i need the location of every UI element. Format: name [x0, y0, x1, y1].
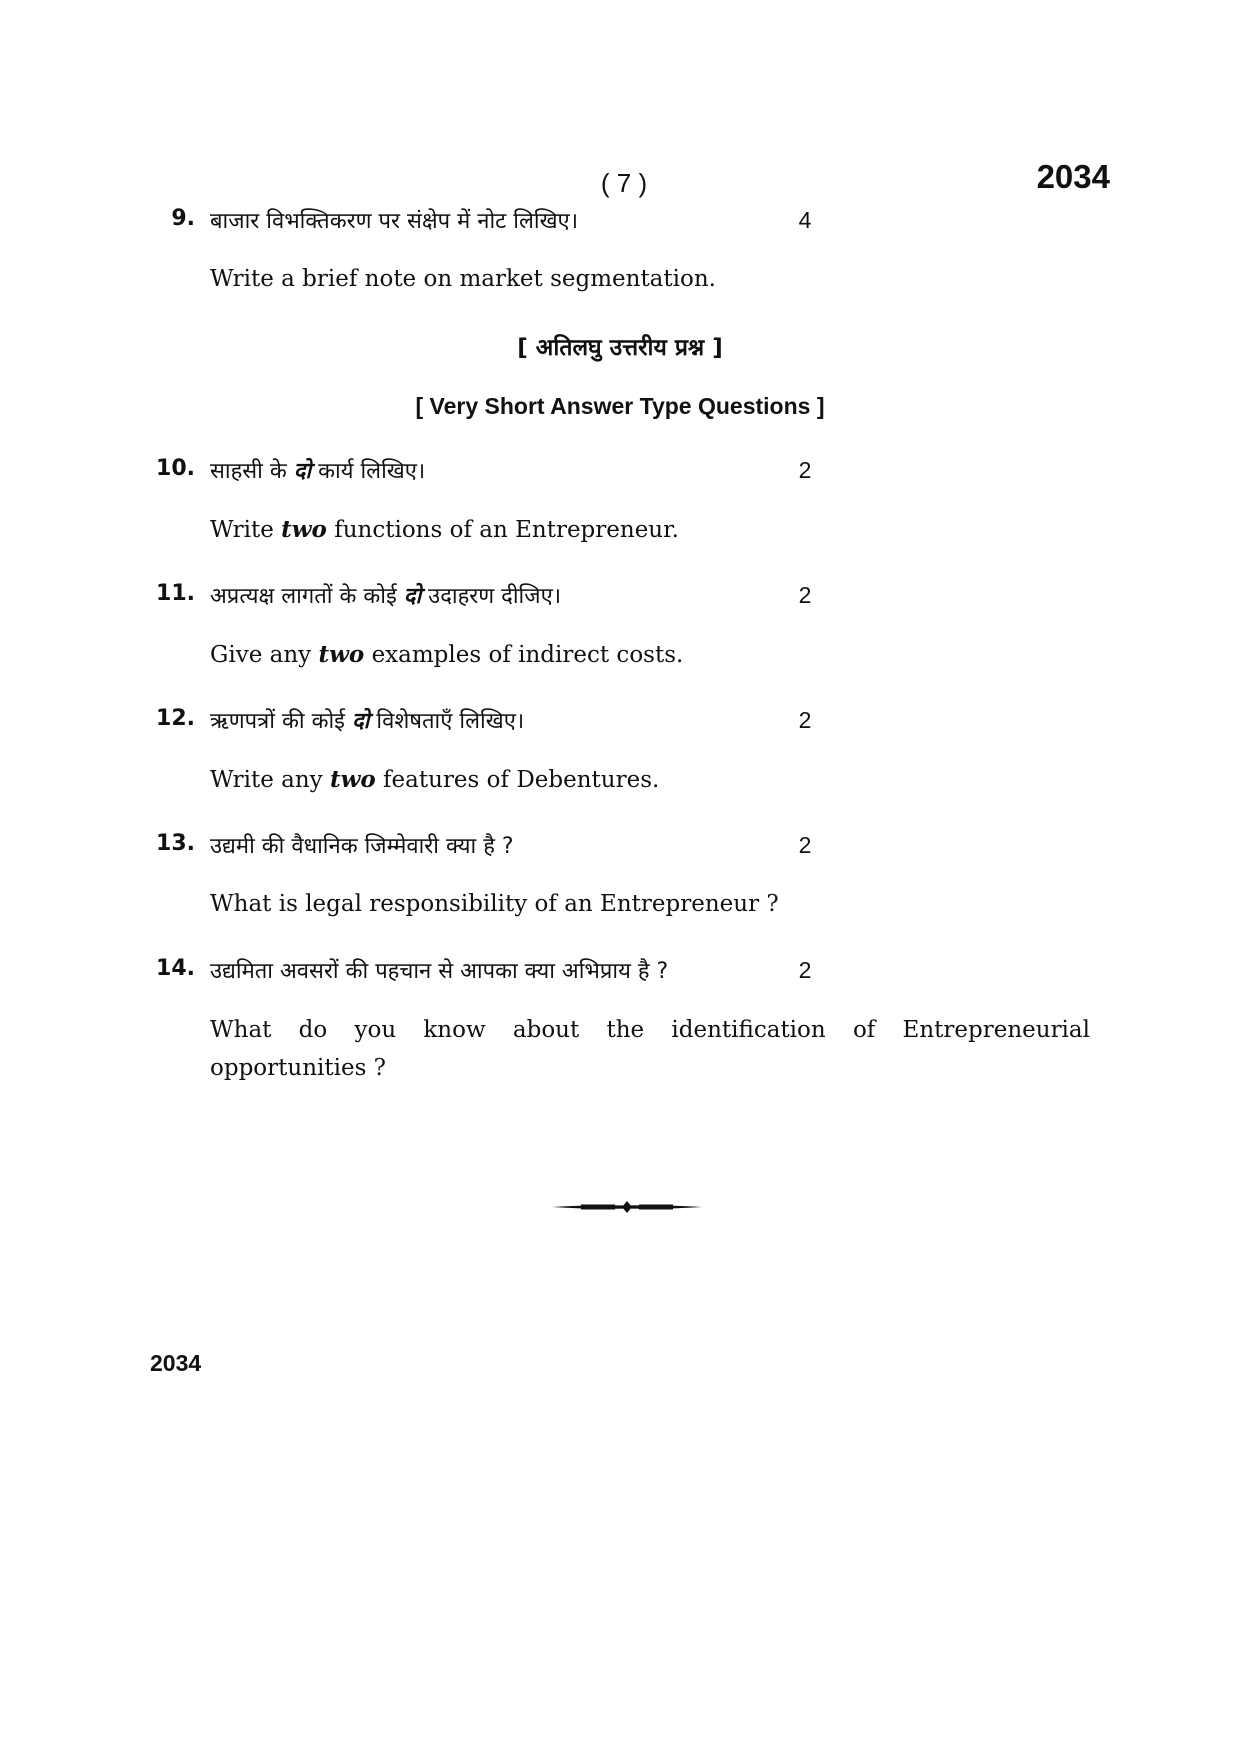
question-9-marks: 4: [798, 207, 812, 233]
question-11-number: 11.: [156, 581, 195, 606]
question-11-hindi-post: उदाहरण दीजिए।: [428, 584, 562, 609]
question-11-english-post: examples of indirect costs.: [371, 642, 684, 668]
question-12-marks: 2: [798, 707, 812, 733]
question-10-marks: 2: [798, 457, 812, 483]
end-ornament-divider: [552, 1196, 702, 1223]
question-14-english: What do you know about the identification of Entrepreneurial opportunities ?: [210, 1017, 1090, 1081]
question-12-english-emphasis: two: [329, 766, 376, 793]
question-14-number: 14.: [156, 956, 195, 981]
question-13-number: 13.: [156, 831, 195, 856]
question-12-hindi: [210, 705, 524, 735]
question-10-english-emphasis: two: [281, 516, 327, 543]
question-11-hindi: [210, 580, 561, 610]
question-10-english: [210, 516, 679, 543]
question-11-english-pre: Give any: [210, 642, 312, 668]
question-14-marks: 2: [798, 957, 812, 983]
question-11-marks: 2: [798, 582, 812, 608]
question-12-hindi-post: विशेषताएँ लिखिए।: [376, 709, 525, 734]
question-10-hindi-post: कार्य लिखिए।: [318, 459, 426, 484]
question-9-number: 9.: [171, 206, 195, 231]
paper-code-header: 2034: [1036, 158, 1110, 195]
question-11-english: [210, 641, 683, 668]
question-12-hindi-pre: ऋणपत्रों की कोई: [210, 709, 345, 734]
question-11-hindi-emphasis: दो: [403, 584, 422, 609]
question-10-hindi-emphasis: दो: [293, 459, 312, 484]
section-title-hindi: [ अतिलघु उत्तरीय प्रश्न ]: [517, 335, 723, 361]
question-12-hindi-emphasis: दो: [352, 709, 370, 734]
question-12-english: [210, 766, 659, 793]
question-13-hindi: उद्यमी की वैधानिक जिम्मेवारी क्या है ?: [210, 834, 514, 859]
question-10-english-post: functions of an Entrepreneur.: [334, 517, 679, 543]
question-12-english-post: features of Debentures.: [383, 767, 660, 793]
question-12-english-pre: Write any: [210, 767, 323, 793]
page-number: ( 7 ): [600, 168, 648, 198]
question-14-hindi: उद्यमिता अवसरों की पहचान से आपका क्या अभिप्राय है ?: [210, 959, 669, 984]
question-11-hindi-pre: अप्रत्यक्ष लागतों के कोई: [210, 584, 397, 609]
question-12-number: 12.: [156, 706, 195, 731]
section-title-english: [ Very Short Answer Type Questions ]: [415, 393, 825, 419]
question-13-english: What is legal responsibility of an Entrepreneur ?: [210, 891, 779, 917]
question-11-english-emphasis: two: [318, 641, 365, 668]
question-10-english-pre: Write: [210, 517, 274, 543]
question-10-hindi-pre: साहसी के: [210, 459, 287, 484]
question-9-hindi: बाजार विभक्तिकरण पर संक्षेप में नोट लिखिए।: [210, 209, 579, 234]
paper-code-footer: 2034: [150, 1350, 202, 1376]
question-13-marks: 2: [798, 832, 812, 858]
question-10-hindi: [210, 455, 425, 485]
question-10-number: 10.: [156, 456, 195, 481]
question-9-english: Write a brief note on market segmentation.: [210, 266, 716, 292]
